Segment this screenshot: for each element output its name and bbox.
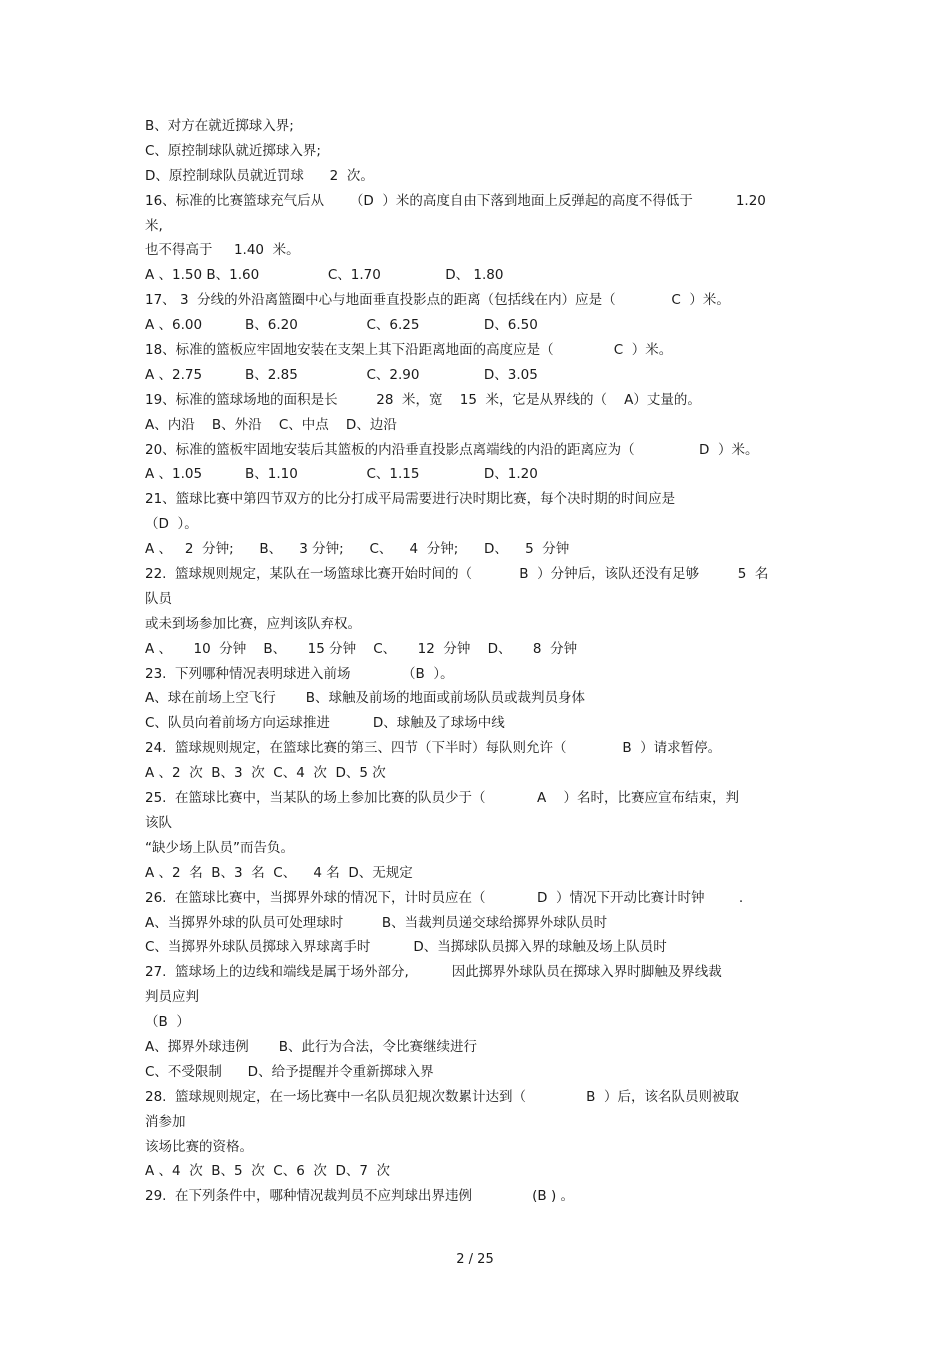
text-line: 28. 篮球规则规定，在一场比赛中一名队员犯规次数累计达到（ B ）后，该名队员则被取: [145, 1088, 739, 1105]
text-line: A 、2 次 B、3 次 C、4 次 D、5 次: [145, 765, 386, 782]
text-line: 29. 在下列条件中，哪种情况裁判员不应判球出界违例 (B ) 。: [145, 1188, 575, 1205]
text-line: 判员应判: [145, 989, 199, 1006]
text-line: （D ）。: [145, 516, 198, 533]
text-line: 27. 篮球场上的边线和端线是属于场外部分, 因此掷界外球队员在掷球入界时脚触及界线裁: [145, 964, 722, 981]
text-line: A、掷界外球违例 B、此行为合法，令比赛继续进行: [145, 1038, 478, 1055]
text-line: （B ）: [145, 1014, 190, 1031]
text-line: 也不得高于 1.40 米。: [145, 242, 300, 259]
text-line: A 、 10 分钟 B、 15 分钟 C、 12 分钟 D、 8 分钟: [145, 640, 578, 657]
text-line: C、当掷界外球队员掷球入界球离手时 D、当掷球队员掷入界的球触及场上队员时: [145, 939, 667, 956]
text-line: 米,: [145, 217, 163, 234]
text-line: A 、1.05 B、1.10 C、1.15 D、1.20: [145, 466, 538, 483]
text-line: 17、 3 分线的外沿离篮圈中心与地面垂直投影点的距离（包括线在内）应是（ C ）米。: [145, 292, 730, 309]
text-line: 21、篮球比赛中第四节双方的比分打成平局需要进行决时期比赛，每个决时期的时间应是: [145, 491, 676, 508]
text-line: C、队员向着前场方向运球推进 D、球触及了球场中线: [145, 715, 505, 732]
text-line: 该队: [145, 814, 172, 831]
text-line: 18、标准的篮板应牢固地安装在支架上其下沿距离地面的高度应是（ C ）米。: [145, 342, 673, 359]
text-line: A、内沿 B、外沿 C、中点 D、边沿: [145, 416, 397, 433]
text-line: C、不受限制 D、给予提醒并令重新掷球入界: [145, 1063, 434, 1080]
text-line: 该场比赛的资格。: [145, 1138, 253, 1155]
text-line: C、原控制球队就近掷球入界;: [145, 142, 321, 159]
text-line: 26. 在篮球比赛中，当掷界外球的情况下，计时员应在（ D ）情况下开动比赛计时钟 .: [145, 889, 744, 906]
text-line: A、球在前场上空飞行 B、球触及前场的地面或前场队员或裁判员身体: [145, 690, 586, 707]
text-line: 队员: [145, 590, 172, 607]
text-line: A、当掷界外球的队员可处理球时 B、当裁判员递交球给掷界外球队员时: [145, 914, 608, 931]
text-line: D、原控制球队员就近罚球 2 次。: [145, 167, 374, 184]
text-line: 23. 下列哪种情况表明球进入前场 （B ）。: [145, 665, 454, 682]
text-line: 19、标准的篮球场地的面积是长 28 米，宽 15 米，它是从界线的（ A）丈量的。: [145, 391, 701, 408]
text-line: 20、标准的篮板牢固地安装后其篮板的内沿垂直投影点离端线的内沿的距离应为（ D ）米。: [145, 441, 759, 458]
question-list: [145, 116, 815, 1206]
text-line: A 、2 名 B、3 名 C、 4 名 D、无规定: [145, 864, 413, 881]
text-line: 或未到场参加比赛，应判该队弃权。: [145, 615, 361, 632]
text-line: A 、 2 分钟; B、 3 分钟; C、 4 分钟; D、 5 分钟: [145, 541, 570, 558]
text-line: 消参加: [145, 1113, 186, 1130]
text-line: 16、标准的比赛篮球充气后从 （D ）米的高度自由下落到地面上反弹起的高度不得低于 1.20: [145, 192, 766, 209]
text-line: A 、6.00 B、6.20 C、6.25 D、6.50: [145, 317, 538, 334]
text-line: B、对方在就近掷球入界;: [145, 118, 294, 134]
text-line: A 、4 次 B、5 次 C、6 次 D、7 次: [145, 1163, 391, 1180]
text-line: 24. 篮球规则规定，在篮球比赛的第三、四节（下半时）每队则允许（ B ）请求暂停。: [145, 740, 722, 757]
text-line: A 、2.75 B、2.85 C、2.90 D、3.05: [145, 366, 538, 383]
text-line: 25. 在篮球比赛中，当某队的场上参加比赛的队员少于（ A ）名时，比赛应宣布结束，判: [145, 790, 739, 807]
page-number: 2 / 25: [456, 1252, 494, 1267]
text-line: 22. 篮球规则规定，某队在一场篮球比赛开始时间的（ B ）分钟后，该队还没有足够 5 名: [145, 566, 769, 583]
text-line: “缺少场上队员”而告负。: [145, 839, 294, 856]
text-line: A 、1.50 B、1.60 C、1.70 D、 1.80: [145, 267, 504, 284]
